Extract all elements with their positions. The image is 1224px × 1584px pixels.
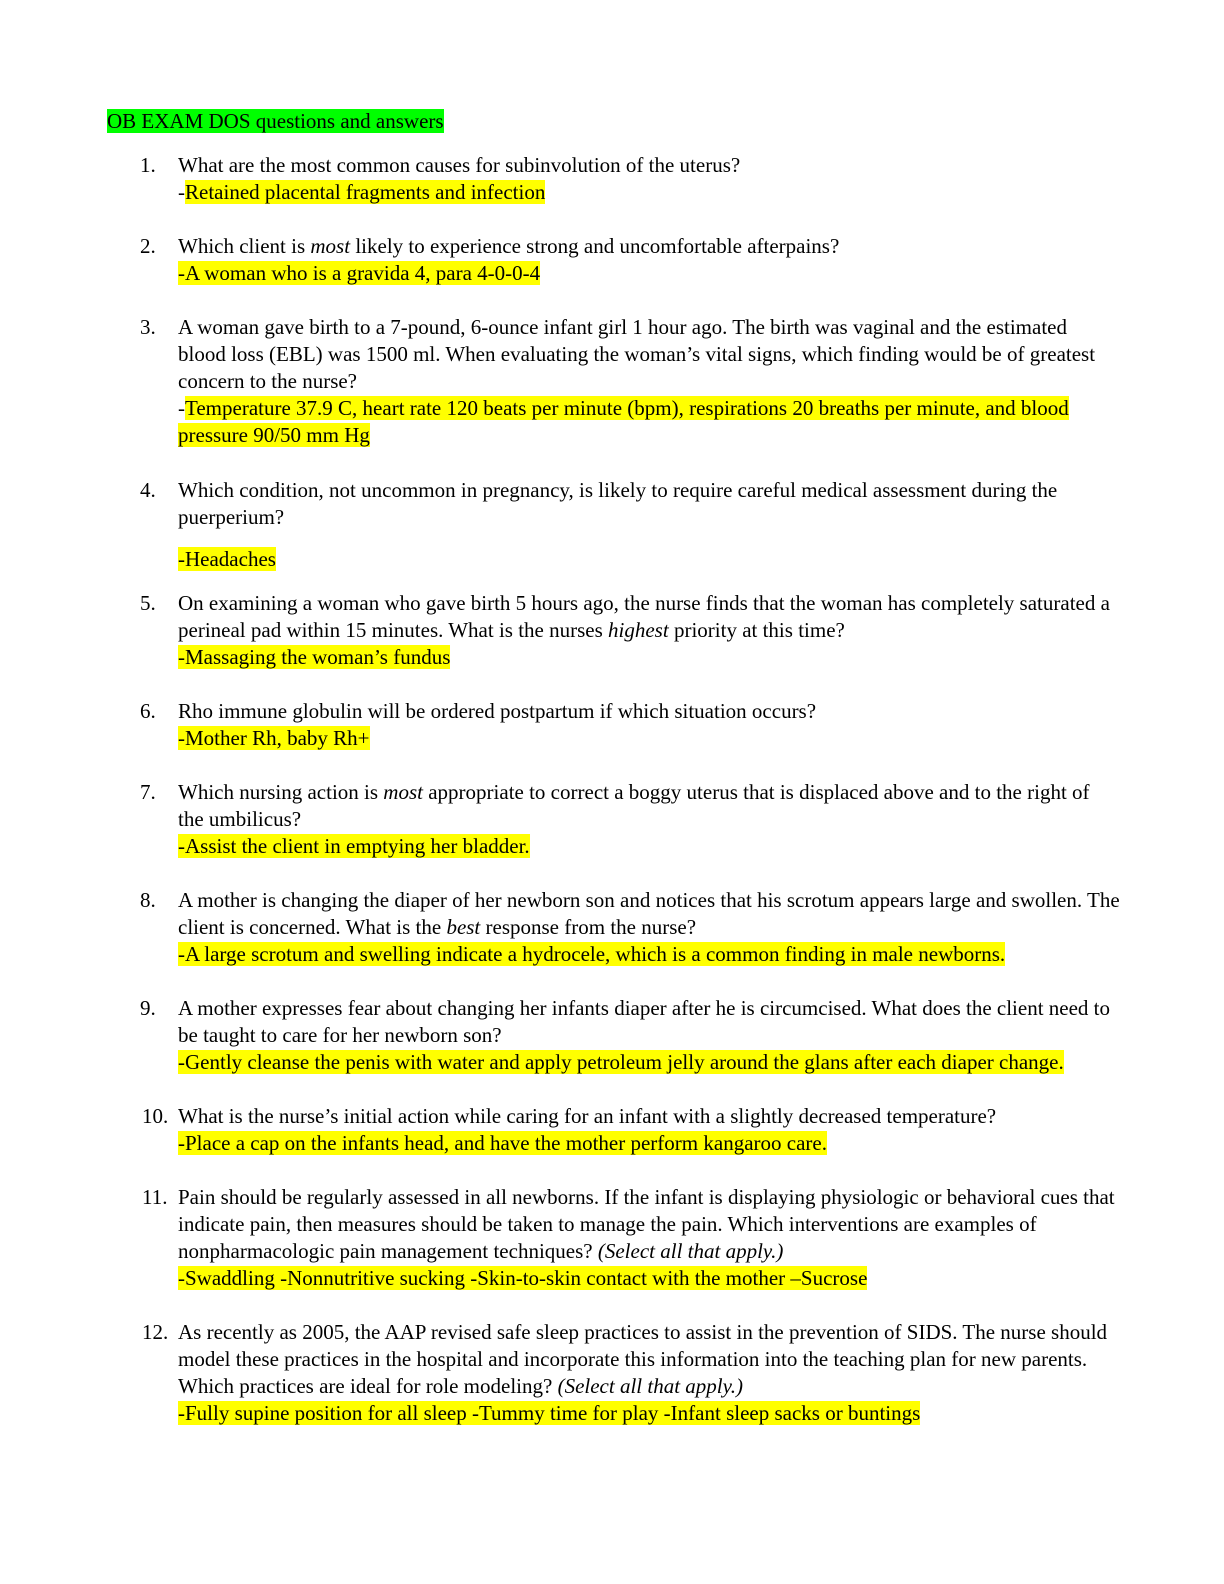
question-emphasis: most [383, 780, 423, 804]
question-text [178, 590, 1120, 644]
answer-highlight: -A large scrotum and swelling indicate a hydrocele, which is a common finding in male newborns. [178, 942, 1006, 966]
question-text-part: On examining a woman who gave birth 5 hours ago, the nurse finds that the woman has completely saturated a perineal pad within 15 minutes. What is the nurses [178, 591, 1110, 642]
question-item-11 [140, 1184, 1120, 1292]
question-item-8 [140, 887, 1120, 968]
page-title [107, 108, 444, 135]
answer-text [178, 644, 1120, 671]
question-number: 4. [140, 478, 156, 502]
answer-highlight: -Fully supine position for all sleep -Tummy time for play -Infant sleep sacks or buntings [178, 1401, 921, 1425]
answer-dash: - [178, 396, 185, 420]
question-text-part: Which client is [178, 234, 311, 258]
question-text-part: Which nursing action is [178, 780, 384, 804]
question-text-part: likely to experience strong and uncomfortable afterpains? [350, 234, 840, 258]
question-text: A woman gave birth to a 7-pound, 6-ounce infant girl 1 hour ago. The birth was vaginal and the estimated blood loss (EBL) was 1500 ml. When evaluating the woman’s vital signs, which finding would be of greatest concern to the nurse? [178, 315, 1096, 393]
question-number: 11. [142, 1185, 168, 1209]
answer-text [178, 725, 1120, 752]
question-text-part: As recently as 2005, the AAP revised safe sleep practices to assist in the prevention of SIDS. The nurse should model these practices in the hospital and incorporate this information into the teaching plan for new parents. Which practices are ideal for role modeling? [178, 1320, 1108, 1398]
answer-highlight: -Headaches [178, 547, 276, 571]
answer-highlight: Retained placental fragments and infection [185, 180, 546, 204]
question-text: Rho immune globulin will be ordered postpartum if which situation occurs? [178, 699, 817, 723]
question-text [178, 1319, 1120, 1400]
answer-highlight: -Assist the client in emptying her bladder. [178, 834, 530, 858]
question-text [178, 779, 1120, 833]
question-number: 6. [140, 699, 156, 723]
question-emphasis: (Select all that apply.) [597, 1239, 784, 1263]
question-text [178, 233, 1120, 260]
answer-highlight: -A woman who is a gravida 4, para 4-0-0-4 [178, 261, 541, 285]
answer-text [178, 1265, 1120, 1292]
answer-text [178, 1049, 1120, 1076]
question-text [178, 1184, 1120, 1265]
question-text-part: Pain should be regularly assessed in all newborns. If the infant is displaying physiologic or behavioral cues that indicate pain, then measures should be taken to manage the pain. Which interventions are examples of nonpharmacologic pain management techniques? [178, 1185, 1115, 1263]
question-text: What are the most common causes for subinvolution of the uterus? [178, 153, 741, 177]
answer-text [178, 179, 1120, 206]
question-text-part: appropriate to correct a boggy uterus that is displaced above and to the right of the umbilicus? [178, 780, 1090, 831]
question-item-9 [140, 995, 1120, 1076]
question-text-part: priority at this time? [668, 618, 845, 642]
question-text-part: A mother is changing the diaper of her newborn son and notices that his scrotum appears large and swollen. The client is concerned. What is the [178, 888, 1120, 939]
title-highlight: OB EXAM DOS questions and answers [107, 109, 444, 133]
question-item-5 [140, 590, 1120, 671]
question-item-4 [140, 477, 1120, 573]
answer-highlight: -Swaddling -Nonnutritive sucking -Skin-to-skin contact with the mother –Sucrose [178, 1266, 868, 1290]
answer-text [178, 260, 1120, 287]
question-item-2 [140, 233, 1120, 287]
question-number: 10. [142, 1104, 169, 1128]
answer-dash: - [178, 180, 185, 204]
answer-highlight: -Mother Rh, baby Rh+ [178, 726, 370, 750]
answer-highlight: -Massaging the woman’s fundus [178, 645, 451, 669]
answer-highlight: -Gently cleanse the penis with water and apply petroleum jelly around the glans after each diaper change. [178, 1050, 1064, 1074]
answer-text [178, 395, 1120, 449]
question-number: 7. [140, 780, 156, 804]
question-number: 2. [140, 234, 156, 258]
question-item-6 [140, 698, 1120, 752]
question-item-3 [140, 314, 1120, 449]
spacer [178, 531, 1120, 546]
question-number: 1. [140, 153, 156, 177]
question-number: 9. [140, 996, 156, 1020]
question-text: A mother expresses fear about changing her infants diaper after he is circumcised. What does the client need to be taught to care for her newborn son? [178, 996, 1111, 1047]
question-text: Which condition, not uncommon in pregnancy, is likely to require careful medical assessment during the puerperium? [178, 478, 1058, 529]
question-emphasis: most [310, 234, 351, 258]
question-text-part: response from the nurse? [480, 915, 697, 939]
question-emphasis: highest [608, 618, 669, 642]
question-text: What is the nurse’s initial action while caring for an infant with a slightly decreased temperature? [178, 1104, 997, 1128]
question-item-10 [140, 1103, 1120, 1157]
answer-highlight: Temperature 37.9 C, heart rate 120 beats per minute (bpm), respirations 20 breaths per minute, and blood pressure 90/50 mm Hg [178, 396, 1069, 447]
question-number: 3. [140, 315, 156, 339]
question-number: 8. [140, 888, 156, 912]
answer-text [178, 1400, 1120, 1427]
answer-text [178, 546, 1120, 573]
question-emphasis: (Select all that apply.) [557, 1374, 744, 1398]
question-number: 12. [142, 1320, 169, 1344]
question-item-12 [140, 1319, 1120, 1427]
answer-text [178, 1130, 1120, 1157]
question-emphasis: best [446, 915, 481, 939]
question-number: 5. [140, 591, 156, 615]
answer-text [178, 833, 1120, 860]
question-text [178, 887, 1120, 941]
answer-highlight: -Place a cap on the infants head, and have the mother perform kangaroo care. [178, 1131, 827, 1155]
answer-text [178, 941, 1120, 968]
question-item-7 [140, 779, 1120, 860]
question-item-1 [140, 152, 1120, 206]
